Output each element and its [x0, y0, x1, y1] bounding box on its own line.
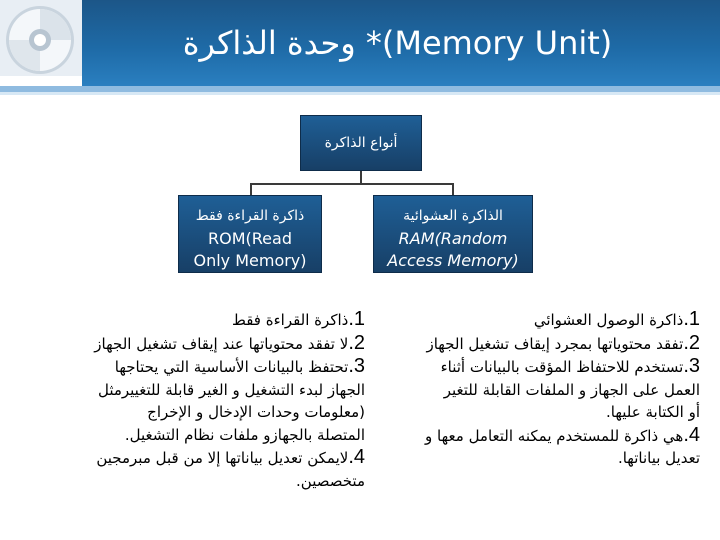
rom-item-text: لا تفقد محتوياتها عند إيقاف تشغيل الجهاز: [94, 334, 349, 353]
rom-english-line2: Only Memory): [193, 251, 307, 270]
rom-item-text: (معلومات وحدات الإدخال و الإخراج: [147, 403, 365, 421]
connector-left: [250, 183, 252, 195]
rom-item-number: ‎2.: [348, 331, 365, 354]
ram-english-line2: Access Memory): [387, 251, 519, 270]
rom-item-line: [30, 401, 365, 424]
ram-box: [373, 195, 533, 273]
rom-arabic-label: ذاكرة القراءة فقط: [195, 208, 305, 224]
rom-item-text: ذاكرة القراءة فقط: [231, 311, 349, 329]
connector-horizontal: [250, 183, 454, 185]
rom-item-2: [30, 332, 365, 356]
rom-box: [178, 195, 322, 273]
rom-item-number: ‎4.: [348, 446, 365, 468]
ram-item-4: [365, 424, 700, 470]
rom-item-line: [30, 424, 365, 447]
rom-item-number: ‎3.: [348, 355, 365, 377]
ram-item-line: [365, 332, 700, 356]
memory-types-label: أنواع الذاكرة: [324, 135, 398, 151]
memory-types-box: [300, 115, 422, 171]
ram-item-line: [365, 308, 700, 332]
rom-item-text: الجهاز لبدء التشغيل و الغير قابلة للتغييرمثل: [97, 380, 365, 399]
rom-item-text: تحتفظ بالبيانات الأساسية التي يحتاجها: [114, 358, 349, 376]
connector-right: [452, 183, 454, 195]
ram-item-text: تفقد محتوياتها بمجرد إيقاف تشغيل الجهاز: [426, 334, 684, 353]
rom-item-3: [30, 355, 365, 446]
rom-item-line: [30, 332, 365, 356]
ram-item-3: [365, 355, 700, 424]
ram-item-number: ‎4.: [683, 423, 700, 446]
ram-properties-list: [365, 308, 700, 470]
ram-item-text: تستخدم للاحتفاظ المؤقت بالبيانات أثناء: [440, 358, 684, 376]
rom-item-1: [30, 308, 365, 332]
rom-properties-list: [30, 308, 365, 492]
ram-item-number: ‎3.: [683, 355, 700, 377]
ram-arabic-label: الذاكرة العشوائية: [403, 208, 503, 224]
rom-english-line1: ROM(Read: [208, 229, 292, 248]
ram-item-text: ذاكرة الوصول العشوائي: [533, 311, 684, 329]
rom-item-line: [30, 308, 365, 332]
header-stripe-light: [0, 92, 720, 95]
ram-item-line: [365, 379, 700, 402]
ram-english-line1: RAM(Random: [398, 229, 508, 248]
ram-item-line: [365, 447, 700, 470]
rom-item-number: ‎1.: [348, 308, 365, 330]
slide-title: وحدة الذاكرة *(Memory Unit): [182, 24, 613, 62]
rom-item-text: لايمكن تعديل بياناتها إلا من قبل مبرمجين: [96, 449, 349, 467]
ram-item-text: أو الكتابة عليها.: [606, 403, 700, 421]
ram-item-text: تعديل بياناتها.: [617, 449, 700, 467]
rom-item-line: [30, 446, 365, 470]
ram-item-text: هي ذاكرة للمستخدم يمكنه التعامل معها و: [425, 426, 684, 445]
ram-item-line: [365, 355, 700, 379]
ram-item-1: [365, 308, 700, 332]
ram-item-line: [365, 401, 700, 424]
rom-item-4: [30, 446, 365, 492]
rom-item-text: متخصصين.: [296, 471, 365, 490]
ram-item-text: العمل على الجهاز و الملفات القابلة للتغير: [443, 380, 700, 399]
cd-logo-icon: [0, 0, 82, 86]
ram-item-2: [365, 332, 700, 356]
rom-item-text: المتصلة بالجهازو ملفات نظام التشغيل.: [124, 425, 365, 444]
ram-item-number: ‎2.: [683, 331, 700, 354]
rom-item-line: [30, 470, 365, 493]
rom-item-line: [30, 355, 365, 379]
rom-item-line: [30, 379, 365, 402]
ram-item-line: [365, 424, 700, 448]
ram-item-number: ‎1.: [683, 308, 700, 330]
